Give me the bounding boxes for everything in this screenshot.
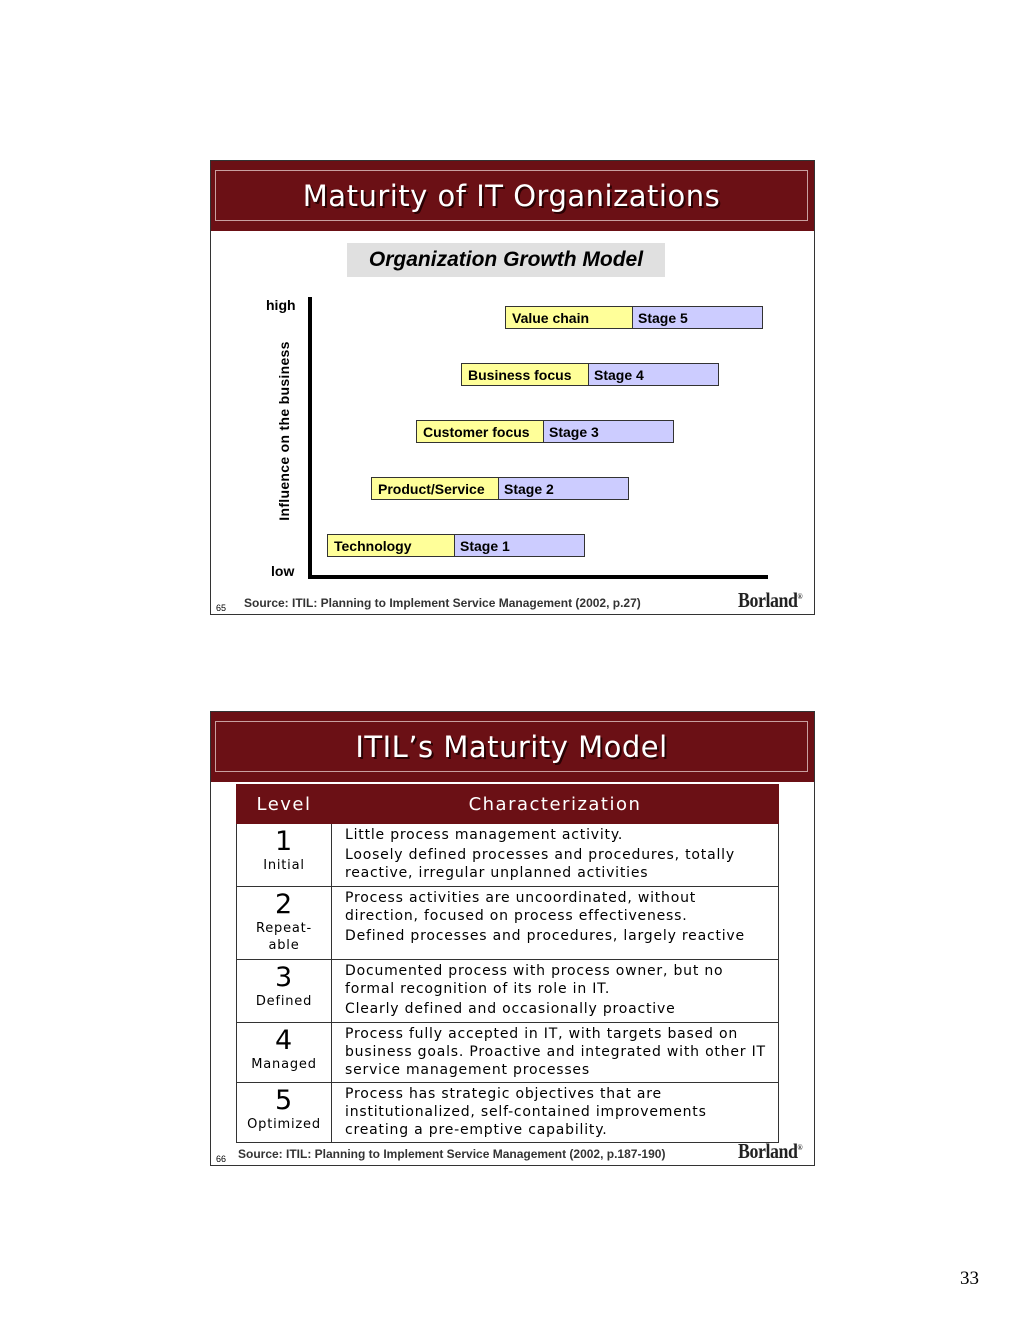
- stage-4-bar: [461, 363, 719, 386]
- characterization-line: Process has strategic objectives that are institutionalized, self-contained improvements creating a pre-emptive capability.: [345, 1086, 707, 1138]
- stage-3-bar: [416, 420, 674, 443]
- stage-2-bar: [371, 477, 629, 500]
- characterization-line: Loosely defined processes and procedures, totally reactive, irregular unplanned activities: [345, 847, 735, 881]
- slide-maturity-of-it-organizations: [210, 160, 815, 615]
- maturity-table: [236, 784, 779, 1143]
- characterization-line: Defined processes and procedures, largely reactive: [345, 928, 745, 944]
- characterization-cell: [332, 887, 779, 960]
- level-name: Initial: [263, 858, 305, 873]
- logo-text: Borland: [738, 588, 798, 612]
- slide-itil-maturity-model: [210, 711, 815, 1166]
- stage-label: Stage 3: [544, 420, 674, 443]
- table-header-row: [237, 785, 779, 824]
- level-name: Managed: [251, 1057, 317, 1072]
- level-number: 4: [275, 1025, 293, 1056]
- stage-label: Stage 5: [633, 306, 763, 329]
- level-cell: [237, 887, 332, 960]
- logo-text: Borland: [738, 1139, 798, 1163]
- page-number: 33: [960, 1268, 979, 1289]
- chart-subtitle: Organization Growth Model: [347, 243, 665, 277]
- source-citation: Source: ITIL: Planning to Implement Service Management (2002, p.27): [244, 596, 641, 610]
- table-row: [237, 1023, 779, 1083]
- slide-title: ITIL’s Maturity Model: [355, 729, 668, 764]
- characterization-line: Little process management activity.: [345, 827, 624, 843]
- slide-title-frame: [215, 721, 808, 772]
- slide-title-banner: [211, 712, 814, 782]
- characterization-line: Process fully accepted in IT, with targets based on business goals. Proactive and integrated with other IT service management processes: [345, 1026, 766, 1078]
- stage-1-bar: [327, 534, 585, 557]
- level-cell: [237, 1083, 332, 1143]
- stage-focus: Value chain: [505, 306, 633, 329]
- characterization-cell: [332, 1023, 779, 1083]
- level-cell: [237, 960, 332, 1023]
- table-row: [237, 1083, 779, 1143]
- level-name: Optimized: [247, 1117, 321, 1132]
- characterization-line: Clearly defined and occasionally proactive: [345, 1001, 676, 1017]
- table-row: [237, 887, 779, 960]
- level-name: Defined: [255, 994, 313, 1009]
- characterization-cell: [332, 1083, 779, 1143]
- characterization-line: Documented process with process owner, but no formal recognition of its role in IT.: [345, 963, 724, 997]
- borland-logo: Borland®: [738, 1139, 803, 1163]
- level-number: 2: [275, 889, 293, 920]
- level-number: 1: [275, 826, 293, 857]
- source-citation: Source: ITIL: Planning to Implement Service Management (2002, p.187-190): [238, 1147, 666, 1161]
- slide-number: 65: [216, 603, 227, 613]
- x-axis-line: [308, 575, 768, 579]
- y-axis-label-text: Influence on the business: [276, 341, 292, 521]
- level-number: 5: [275, 1085, 293, 1116]
- level-number: 3: [275, 962, 293, 993]
- y-axis-low-label: low: [271, 563, 295, 579]
- level-header: Level: [237, 785, 332, 824]
- y-axis-high-label: high: [266, 297, 296, 313]
- characterization-header: Characterization: [332, 785, 779, 824]
- stage-focus: Technology: [327, 534, 455, 557]
- stage-focus: Customer focus: [416, 420, 544, 443]
- borland-logo: Borland®: [738, 588, 803, 612]
- characterization-cell: [332, 960, 779, 1023]
- level-cell: [237, 824, 332, 887]
- y-axis-line: [308, 297, 312, 579]
- stage-5-bar: [505, 306, 763, 329]
- stage-label: Stage 1: [455, 534, 585, 557]
- characterization-cell: [332, 824, 779, 887]
- stage-label: Stage 2: [499, 477, 629, 500]
- table-row: [237, 824, 779, 887]
- level-cell: [237, 1023, 332, 1083]
- stage-focus: Product/Service: [371, 477, 499, 500]
- slide-number: 66: [216, 1154, 227, 1164]
- slide-title-banner: [211, 161, 814, 231]
- level-name: Repeat-able: [255, 921, 313, 953]
- stage-focus: Business focus: [461, 363, 589, 386]
- stage-label: Stage 4: [589, 363, 719, 386]
- table-row: [237, 960, 779, 1023]
- slide-title: Maturity of IT Organizations: [302, 178, 721, 213]
- characterization-line: Process activities are uncoordinated, without direction, focused on process effectiveness.: [345, 890, 697, 924]
- slide-title-frame: [215, 170, 808, 221]
